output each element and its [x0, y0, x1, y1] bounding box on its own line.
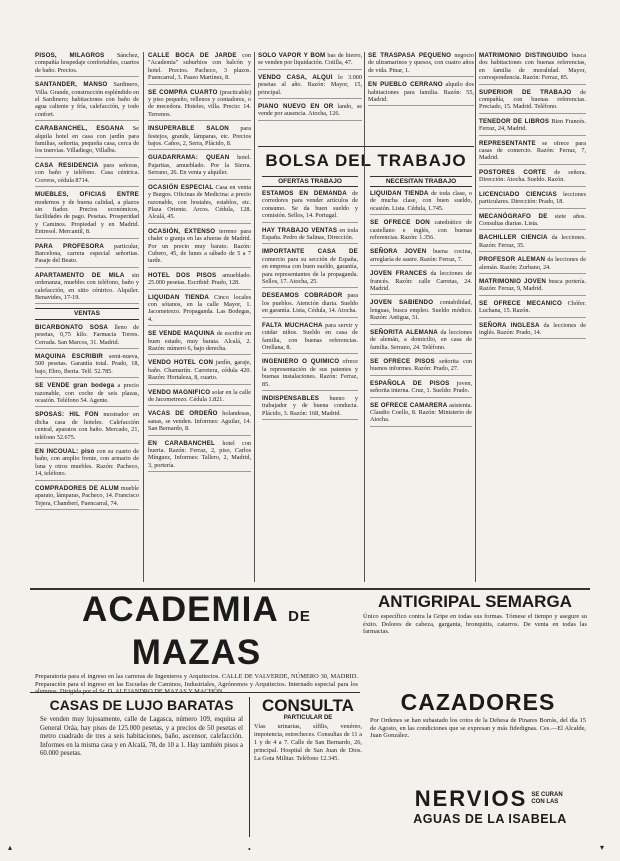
classified-ad: [35, 382, 139, 407]
ofertas-list: [262, 190, 358, 424]
ad-text: de compañía, con buenas referencias. Preciado, 15. Madrid. Teléfono.: [479, 88, 587, 111]
ad-lead: PISOS, MILAGROS: [35, 52, 105, 59]
classified-ad: [479, 213, 586, 231]
column-divider: [143, 52, 144, 582]
classified-ad: [368, 52, 474, 77]
bolsa-rule: [258, 146, 474, 147]
classified-ad: [370, 402, 472, 427]
ad-text: para servir y cuidar niños. Sueldo en casa de familia, con buenas referencias. Orellana, 8.: [262, 321, 358, 351]
academia-text: Preparatoria para el ingreso en las carreras de Ingenieros y Arquitectos. CALLE DE VALVERDE, NÚMERO 30, MADRID. Preparación para el ingreso en las Escuelas de Caminos, Industriales, Agrónomos y Arquitectos. Internado especial para los: [35, 673, 358, 688]
classified-ad: [148, 272, 251, 290]
classified-ad: [479, 322, 586, 340]
ad-lead: COMPRADORES DE ALUM: [35, 484, 119, 492]
classified-ad: [258, 52, 362, 70]
ad-lead: JOVEN FRANCES: [370, 270, 428, 278]
ad-lead: REPRESENTANTE: [479, 139, 536, 147]
ad-text: jardín, garaje, baño. Chamartín. Carretera, cédula 420. Razón: Hortaleza, 8, cuarto.: [148, 359, 251, 382]
ad-text: contabilidad, lenguas, busca empleo. Sueldo módico. Razón: Antigua, 31.: [370, 299, 472, 322]
ad-lead: SE COMPRA CUARTO: [148, 88, 218, 96]
classified-ad: [370, 358, 472, 376]
classified-ad: [370, 190, 472, 215]
ad-text: solar en la calle de Jacometrezo. Cédula 1.821.: [148, 388, 251, 404]
classified-ad: [370, 299, 472, 324]
column-5-ads: [479, 52, 586, 339]
ad-lead: GUADARRAMA: QUEAN: [148, 154, 230, 162]
classified-ad: [148, 228, 251, 268]
ad-text: bueno y trabajador y de buena conducta. Plácido, 3. Razón: 168, Madrid.: [262, 394, 358, 417]
classified-ad: [479, 256, 586, 274]
ad-lead: EN CARABANCHEL: [148, 439, 216, 447]
ad-text: particular, Barcelona, carrera especial señoritas. Pasaje del Beato.: [35, 242, 139, 265]
casas-text: Se venden muy lujosamente, calle de Lagasca, número 109, esquina al General Oráa, hay pisos de 125.000 pesetas, y a precios de 50 pesetas el metro cuadrado de tres a seis habitaciones, baño, ascensor, calefacción. Informes en la misma casa y en Alcalá, 78, de 10 a 1. Hay también pisos a 60.000 pesetas.: [40, 716, 243, 758]
ad-lead: POSTORES CORTE: [479, 168, 547, 176]
classified-ad: [262, 322, 358, 355]
ad-text: de corredores para vender artículos de consumo. Se da buen sueldo y comisión. Sellos, 14. Portugal.: [262, 190, 358, 220]
column-1-ventas: [35, 324, 139, 510]
ad-lead: SANTANDER, MANSO: [35, 81, 108, 89]
page-mark: ▴: [8, 843, 13, 852]
classified-ad: [479, 278, 586, 296]
ad-lead: DESEAMOS COBRADOR: [262, 292, 343, 300]
ad-text: Bien Francés. Ferraz, 24, Madrid.: [479, 117, 586, 133]
ad-lead: SOLO VAPOR Y BOM: [258, 52, 326, 59]
ad-lead: MAQUINA ESCRIBIR: [35, 353, 104, 360]
classified-ad: [148, 410, 251, 435]
classified-ad: [479, 191, 586, 209]
ad-text: en toda España. Pedro de Salinas, Dirección.: [262, 226, 358, 242]
ofertas-heading: OFERTAS TRABAJO: [262, 176, 358, 187]
ad-lead: SE TRASPASA PEQUEÑO: [368, 52, 452, 59]
ad-lead: VENDO HOTEL CON: [148, 359, 214, 367]
ad-text: siete años. Consultas diarias. Lista.: [479, 212, 586, 227]
ad-lead: SEÑORA JOVEN: [370, 248, 427, 256]
column-divider: [475, 52, 476, 582]
classified-ad: [148, 125, 251, 150]
column-1-ads: [35, 52, 139, 304]
classified-ad: [148, 440, 251, 473]
ad-text: de señora. Dirección: Atocha. Sueldo. Razón.: [479, 168, 586, 184]
column-2: [148, 52, 251, 476]
ad-lead: SE OFRECE DON: [370, 219, 430, 227]
academia-de: DE: [288, 608, 311, 625]
nervios-side: SE CURAN CON LAS: [531, 792, 563, 805]
ad-lead: CASA RESIDENCIA: [35, 161, 99, 169]
ad-lead: PARA PROFESORA: [35, 242, 104, 250]
classified-ad: [35, 243, 139, 268]
ad-lead: TENEDOR DE LIBROS: [479, 117, 550, 125]
ad-lead: INDISPENSABLES: [262, 394, 320, 402]
academia-mazas: MAZAS: [131, 633, 262, 672]
ad-text: holandesas, sanas, se venden. Informes: Aguilar, 14. San Bernardo, 8.: [148, 410, 252, 433]
ad-text: joven, señorita interna. Cruz, 1. Sueldo: Prado.: [370, 379, 472, 395]
classified-ad: [370, 380, 472, 398]
ad-text: Sánchez, compañía hospedaje confortables, cuartos de baño. Precios.: [35, 52, 139, 74]
ad-text: Se alquila hotel en casa con jardín para familias, señorita, pequeña casa, cerca de los tranvías. Villadiego, Villalba.: [35, 125, 139, 155]
ad-lead: ESPAÑOLA DE PISOS: [370, 379, 450, 387]
ad-text: ofrece la representación de sus patentes y buenas instalaciones. Razón: Ferraz, 85.: [262, 358, 358, 388]
classified-ad: [35, 191, 139, 238]
classified-ad: [479, 52, 586, 85]
ad-text: asistenta. Claudio Coello, 8. Razón: Ministerio de Atocha.: [370, 401, 472, 424]
ad-text: da lecciones de alemán, a domicilio, en casa de familia. Serrano, 24. Teléfono.: [370, 328, 472, 351]
ad-lead: OCASIÓN, EXTENSO: [148, 227, 216, 235]
column-divider: [254, 52, 255, 582]
classified-ad: [35, 162, 139, 187]
ad-lead: HAY TRABAJO VENTAS: [262, 226, 338, 234]
ad-text: para señoras, con baño y teléfono. Casa céntrica. Correos, cédula 8714.: [35, 161, 139, 184]
classified-ad: [262, 292, 358, 317]
classified-ad: [35, 485, 139, 510]
ad-text: lando, se vende por ausencia. Atocha, 126.: [258, 103, 362, 118]
classified-ad: [148, 389, 251, 407]
ad-lead: LIQUIDAN TIENDA: [148, 293, 210, 301]
classified-ad: [258, 103, 362, 121]
ad-text: catedrático de castellano e inglés, con buenas referencias. Razón: 1.356.: [370, 219, 472, 242]
bottom-rule-2: [30, 692, 360, 693]
ad-text: bas de hierro, se venden por liquidación. Cotilla, 47.: [258, 52, 362, 67]
classified-ad: [370, 219, 472, 244]
column-4-ads: [368, 52, 474, 106]
cazadores-title: CAZADORES: [400, 689, 556, 715]
necesitan-heading: NECESITAN TRABAJO: [370, 176, 472, 187]
nervios-ad: [390, 786, 590, 836]
classified-ad: [35, 272, 139, 305]
classified-ad: [262, 358, 358, 391]
ad-lead: MUEBLES, OFICIAS ENTRE: [35, 191, 139, 199]
ad-text: se ofrece para casas de comercio. Razón: Ferraz, 7, Madrid.: [479, 139, 586, 162]
classified-ad: [35, 448, 139, 481]
classified-ad: [370, 270, 472, 295]
ad-text: busca dos habitaciones con buenas referencias, en familia de moralidad. Mayor, correspondencia. Razón: Ferraz, 85.: [479, 52, 587, 82]
ad-lead: MECANÓGRAFO DE: [479, 212, 548, 220]
ad-lead: EN INCOUAL: piso: [35, 448, 95, 456]
ad-text: da lecciones de inglés. Razón: Prado, 14.: [479, 321, 587, 336]
academia-heading: [35, 592, 358, 671]
ad-text: a precio razonable, con coche de seis plazas, ocasión. Teléfono 54. Agente.: [35, 382, 139, 405]
classified-ad: [35, 125, 139, 158]
classified-ad: [148, 359, 251, 384]
ad-lead: SE VENDE MAQUINA: [148, 330, 215, 338]
ad-lead: SE OFRECE CAMARERA: [370, 401, 448, 409]
antigripal-ad: [363, 592, 587, 684]
ad-lead: JOVEN SABIENDO: [370, 299, 434, 307]
classified-ad: [479, 300, 586, 318]
necesitan-list: [370, 190, 472, 431]
classified-ad: [148, 184, 251, 224]
ad-lead: FALTA MUCHACHA: [262, 321, 323, 329]
ad-lead: HOTEL DOS PISOS: [148, 271, 217, 279]
ad-lead: BACHILLER CIENCIA: [479, 234, 548, 242]
ad-text: amueblado. 25.000 pesetas. Escribid: Prado, 128.: [148, 271, 251, 287]
classified-ad: [35, 52, 139, 77]
ad-text: hotel con huerta. Razón: Ferraz, 2, piso, Carlos Mínguez, Informes: Tallero, 2, Madrid, 3, portería.: [148, 439, 251, 469]
cazadores-text: Por Ordenes se han subastado los cotos de la Dehesa de Pinares Borrás, del día 15 de Agosto, en las condiciones que se expresan y más fidedignas. Ces.—El Alcalde, Juan González.: [370, 717, 586, 740]
ad-lead: SEÑORITA ALEMANA: [370, 328, 438, 336]
ad-text: con "Academia" suburbios con balcón y hotel. Precios. Pacheco, 3 plazos. Fuencarral, 3. Paseo Martínez, 8.: [148, 52, 251, 82]
ad-text: Cinco locales con sótanos, en la calle Mayor, 1. Jacometrezo. Propaganda. Las Bodegas, 4.: [148, 293, 252, 323]
ad-text: mostrador en dicha casa de hoteles. Calefacción central, aparatos con baño. Mercado, 21, teléfono 52.675.: [35, 411, 139, 441]
ad-lead: SEÑORA INGLESA: [479, 321, 540, 329]
ad-text: lecciones particulares. Dirección: Prado, 18.: [479, 190, 586, 206]
ad-text: da lecciones de alemán. Razón: Zurbano, 24.: [479, 256, 586, 271]
classified-ad: [148, 330, 251, 355]
classified-ad: [148, 154, 251, 179]
ad-text: con su cuarto de baño, con amplio frente, con armario de luna y otros muebles. Razón: Pacheco, 14, teléfono.: [35, 448, 139, 478]
ad-lead: CARABANCHEL, ESGANA: [35, 125, 125, 133]
ad-lead: MATRIMONIO DISTINGUIDO: [479, 52, 569, 59]
classified-ad: [370, 329, 472, 354]
ad-text: sin ordenanza, muebles con teléfono, baño y calefacción, en sitio céntrico. Alquiler. Benavides, 17-19.: [35, 271, 139, 301]
classified-ad: [35, 81, 139, 121]
ad-text: negocio de ultramarinos y quesos, con cuatro años de vida. Pinar, 1.: [368, 52, 474, 74]
classified-ad: [262, 395, 358, 420]
antigripal-text: Único específico contra la Gripe en todas sus formas. Tómese el tiempo y asegure su éxito. Dolores de cabeza, garganta, bronquitis, catarros. De venta en todas las farmacias.: [363, 613, 587, 636]
column-3-ads: [258, 52, 362, 121]
ad-text: Sardinero, Villa. Grande, construcción espléndido en el Sardinero; habitaciones con baño de agua caliente y fría, calefacción, y todo confort.: [35, 81, 139, 118]
ad-text: Casa en venta y Burgos. Oficinas de Medicina: a precio razonable, con hostales, establos, etc. Plaza Oriente. Arcos. Cédula, 128. Alcalá, 45.: [148, 183, 251, 221]
ad-lead: PIANO NUEVO EN OR: [258, 103, 334, 111]
ad-lead: INGENIERO O QUIMICO: [262, 358, 340, 366]
ad-lead: BICARBONATO SOSA: [35, 323, 109, 331]
consulta-sub: PARTICULAR DE: [283, 715, 333, 721]
classified-ad: [258, 74, 362, 99]
ad-text: mueble aparato, lámparas, Pacheco, 14. Francisco Tejera, Chamberí, Fuencarral, 74.: [35, 484, 139, 507]
ad-text: terreno para chalet o granja en las afueras de Madrid. Por un precio muy barato. Razón: Cubero, 45, de lunes a sábado de 5 a 7 tarde.: [148, 227, 252, 265]
classified-ad: [262, 248, 358, 288]
ad-lead: CALLE BOCA DE JARDE: [148, 52, 237, 59]
classified-ad: [148, 52, 251, 85]
ad-text: de toda clase, o de mucha clase, con buen sueldo, ocasión. Lista. Cédula, 1.745.: [370, 190, 473, 212]
classified-ad: [479, 140, 586, 165]
cazadores-ad: [370, 690, 586, 765]
academia-title: ACADEMIA: [82, 590, 278, 629]
ad-text: da lecciones de francés. Razón: calle Carretas, 24. Madrid.: [370, 270, 473, 293]
ad-text: lo 3.000 pesetas al año. Razón: Mayor, 15, principal.: [258, 73, 362, 96]
classified-ad: [35, 411, 139, 444]
classified-ad: [479, 234, 586, 252]
ad-lead: MATRIMONIO JOVEN: [479, 277, 547, 285]
ad-lead: VACAS DE ORDEÑO: [148, 410, 218, 418]
classified-ad: [262, 190, 358, 223]
consulta-ad: [249, 697, 362, 837]
ad-text: Chófer. Luchana, 15. Razón.: [479, 299, 587, 315]
classified-ad: [148, 89, 251, 122]
classified-ad: [262, 227, 358, 245]
classified-ad: [479, 118, 586, 136]
classified-ad: [148, 294, 251, 327]
ad-text: da lecciones. Razón: Ferraz, 35.: [479, 234, 586, 249]
ad-text: semi-nueva, 500 pesetas. Garantía total. Prado, 18, bajo, Ebro, Iberia. Telf. 52.785.: [35, 353, 139, 375]
ad-lead: APARTAMENTO DE MILA: [35, 271, 125, 279]
ad-lead: OCASIÓN ESPECIAL: [148, 183, 214, 191]
ad-text: (practicable) y piso pequeño, rellenos y contadores, o de mecedora. Hoteles, villa. Precio: 14. Terrenos.: [148, 88, 252, 118]
nervios-title: NERVIOS: [414, 786, 528, 811]
ad-lead: ESTAMOS EN DEMANDA: [262, 190, 347, 197]
column-5: [479, 52, 586, 343]
ad-text: comercio para su sección de España, en empresa con buen sueldo, garantía, para representantes de la propaganda. Sellos, 17. Atocha, 25.: [262, 255, 358, 286]
classified-ad: [35, 324, 139, 349]
ad-lead: VENDO CASA, ALQUI: [258, 73, 333, 81]
ad-lead: LIQUIDAN TIENDA: [370, 190, 429, 197]
page-mark: ▾: [600, 843, 605, 852]
ad-text: de escribir en buen estado, muy barata. Alcalá, 2. Razón: número 6, bajo derecha.: [148, 330, 251, 352]
ad-text: para los pueblos. Atención diaria. Sueldo en garantía. Lista, Cédula, 14. Atocha.: [262, 292, 358, 315]
ad-lead: SPOSAS: HIL FON: [35, 411, 99, 419]
ad-lead: PROFESOR ALEMAN: [479, 256, 546, 264]
classified-ad: [479, 89, 586, 114]
ad-lead: SE VENDE gran bodega: [35, 382, 115, 390]
ad-lead: SE OFRECE MECANICO: [479, 299, 562, 307]
classified-ad: [35, 353, 139, 378]
column-divider: [364, 52, 365, 582]
ad-text: lleno de pesetas, 0,75 kilo. Farmacia Torres. Cerrada. San Marcos, 31. Madrid.: [35, 323, 139, 346]
consulta-title: CONSULTA: [262, 696, 354, 715]
casas-title: CASAS DE LUJO BARATAS: [49, 697, 234, 713]
bolsa-title: BOLSA DEL TRABAJO: [265, 151, 467, 170]
ad-lead: VENDO MAGNIFICO: [148, 388, 211, 396]
classified-ad: [368, 81, 474, 106]
casas-ad: [40, 697, 243, 837]
ad-lead: EN PUEBLO CERRANO: [368, 81, 443, 89]
column-1: [35, 52, 139, 514]
ad-text: señorita con buenos informes. Razón: Prado, 27.: [370, 357, 472, 373]
ventas-heading: VENTAS: [35, 308, 139, 319]
ad-lead: IMPORTANTE CASA DE: [262, 248, 358, 256]
ad-lead: SE OFRECE PISOS: [370, 357, 435, 365]
ad-text: modernos y de buena calidad, a plazos sin fiador. Precios económicos, facilidades de pago. Pesetas. Prosperidad y Caminos. Propiedad y en Madrid. Entresol. Mercantil, 8.: [35, 198, 139, 236]
nervios-sub: AGUAS DE LA ISABELA: [413, 812, 567, 826]
classified-ad: [370, 248, 472, 266]
ad-text: alquilo dos habitaciones para familia. Razón: 55, Madrid.: [368, 81, 474, 104]
column-3-top: [258, 52, 362, 148]
antigripal-title: ANTIGRIPAL SEMARGA: [378, 592, 572, 611]
ad-text: buena cocina, arreglaría de sastre. Razón: Ferraz, 7.: [370, 248, 472, 263]
classified-ad: [479, 169, 586, 187]
page-mark: •: [248, 845, 251, 854]
column-2-ads: [148, 52, 251, 472]
ad-lead: INSUPERABLE SALON: [148, 125, 229, 133]
ad-lead: SUPERIOR DE TRABAJO: [479, 88, 572, 96]
ad-text: para festejos, grande, lámparas, etc. Precios bajos. Caños, 2, Serra, Plácido, 8.: [148, 125, 251, 148]
ad-lead: LICENCIADO CIENCIAS: [479, 190, 557, 198]
ad-text: hotel. Pajaritas, amueblado. Por la Sierra. Serrano, 26. En venta y alquiler.: [148, 154, 251, 177]
consulta-text: Vías urinarias, sífilis, venéreo, impotencia, estrecheces. Consultas de 11 a 1 y de 4 a 7. Calle de San Bernardo, 26, principal. Hospital de San Juan de Dios. La Gota Militar. Teléfono 12.345.: [254, 723, 362, 762]
ad-text: busca portería. Razón: Ferraz, 9, Madrid.: [479, 277, 587, 293]
column-4-top: [368, 52, 474, 142]
academia-ad: [35, 592, 358, 692]
